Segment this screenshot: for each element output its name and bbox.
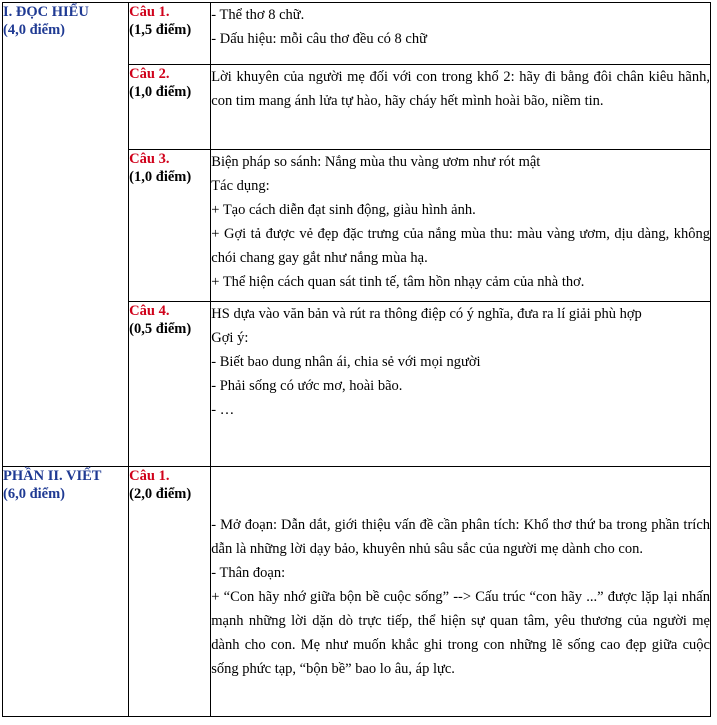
answer-line: - Mở đoạn: Dẫn dắt, giới thiệu vấn đề cần phân tích: Khổ thơ thứ ba trong phần trích dẫn là những lời dạy bảo, khuyên nhủ sâu sắc của người mẹ dành cho con. [211, 517, 710, 557]
table-row [3, 3, 711, 65]
answer-line: - Thể thơ 8 chữ. [211, 7, 305, 23]
answer-cell [211, 3, 711, 65]
answer-line: - Dấu hiệu: mỗi câu thơ đều có 8 chữ [211, 31, 427, 47]
section-points: (4,0 điểm) [3, 22, 66, 38]
answer-line: + Tạo cách diễn đạt sinh động, giàu hình ảnh. [211, 202, 476, 218]
answer-line: + Gợi tả được vẻ đẹp đặc trưng của nắng mùa thu: màu vàng ươm, dịu dàng, không chói chang gay gắt như nắng mùa hạ. [211, 226, 710, 266]
section-title: I. ĐỌC HIỂU [3, 4, 89, 20]
question-cell [129, 150, 211, 302]
section-writing [3, 467, 129, 717]
answer-line: Lời khuyên của người mẹ đối với con trong khổ 2: hãy đi bằng đôi chân kiêu hãnh, con tim mang ánh lửa tự hào, hãy cháy hết mình hoài bão, niềm tin. [211, 69, 710, 109]
question-points: (1,0 điểm) [129, 169, 192, 185]
answer-cell [211, 150, 711, 302]
question-points: (0,5 điểm) [129, 321, 192, 337]
answer-line: - Thân đoạn: [211, 565, 286, 581]
answer-line: Biện pháp so sánh: Nắng mùa thu vàng ươm như rót mật [211, 154, 541, 170]
section-reading [3, 3, 129, 467]
question-cell [129, 65, 211, 150]
question-cell [129, 467, 211, 717]
answer-line: Tác dụng: [211, 178, 270, 194]
answer-cell [211, 65, 711, 150]
answer-line: - … [211, 402, 235, 418]
answer-line: + “Con hãy nhớ giữa bộn bề cuộc sống” --> Cấu trúc “con hãy ...” được lặp lại nhấn mạnh những lời dặn dò trực tiếp, thể hiện sự quan tâm, yêu thương của người mẹ dành cho con. Mẹ như muốn khắc ghi trong con những lẽ sống cao đẹp giữa cuộc sống phức tạp, “bộn bề” bao lo âu, áp lực. [211, 589, 710, 677]
section-points: (6,0 điểm) [3, 486, 66, 502]
question-label: Câu 4. [129, 303, 170, 319]
answer-line: - Phải sống có ước mơ, hoài bão. [211, 378, 403, 394]
question-cell [129, 302, 211, 467]
answer-line: HS dựa vào văn bản và rút ra thông điệp có ý nghĩa, đưa ra lí giải phù hợp [211, 306, 642, 322]
section-title: PHẦN II. VIẾT [3, 468, 102, 484]
question-points: (2,0 điểm) [129, 486, 192, 502]
answer-line: Gợi ý: [211, 330, 249, 346]
question-points: (1,5 điểm) [129, 22, 192, 38]
question-label: Câu 1. [129, 4, 170, 20]
answer-key-table [2, 2, 711, 717]
question-label: Câu 1. [129, 468, 170, 484]
question-points: (1,0 điểm) [129, 84, 192, 100]
answer-line: - Biết bao dung nhân ái, chia sẻ với mọi người [211, 354, 481, 370]
table-row [3, 467, 711, 717]
question-cell [129, 3, 211, 65]
blank-line [211, 489, 710, 513]
question-label: Câu 2. [129, 66, 170, 82]
answer-line: + Thể hiện cách quan sát tinh tế, tâm hồn nhạy cảm của nhà thơ. [211, 274, 585, 290]
question-label: Câu 3. [129, 151, 170, 167]
answer-cell [211, 467, 711, 717]
answer-cell [211, 302, 711, 467]
